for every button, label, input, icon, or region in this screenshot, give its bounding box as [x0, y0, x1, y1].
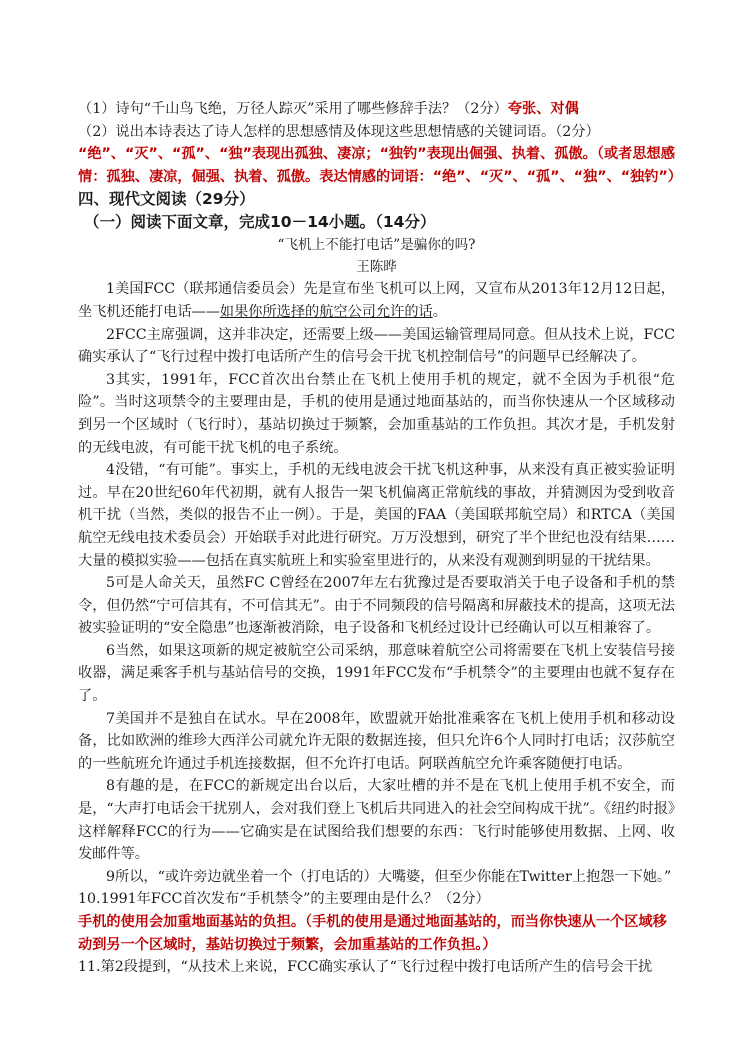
article-paragraph-7: 7美国并不是独自在试水。早在2008年，欧盟就开始批准乘客在飞机上使用手机和移动设备，比如欧洲的维珍大西洋公司就允许无限的数据连接，但只允许6个人同时打电话；汉莎航空的一些航班允许通过手机连接数据，但不允许打电话。阿联酋航空允许乘客随便打电话。	[78, 710, 675, 772]
paragraph-1-text: 1美国FCC（联邦通信委员会）先是宣布坐飞机可以上网，又宣布从2013年12月12日起，坐飞机还能打电话——	[78, 281, 675, 320]
article-paragraph-4: 4没错，“有可能”。事实上，手机的无线电波会干扰飞机这种事，从来没有真正被实验证明过。早在20世纪60年代初期，就有人报告一架飞机偏离正常航线的事故，并猜测因为受到收音机干扰（当然，类似的报告不止一例）。于是，美国的FAA（美国联邦航空局）和RTCA（美国航空无线电技术委员会）开始联手对此进行研究。万万没想到，研究了半个世纪也没有结果……大量的模拟实验——包括在真实航班上和实验室里进行的，从来没有观测到明显的干扰结果。	[78, 462, 675, 569]
article-paragraph-8: 8有趣的是，在FCC的新规定出台以后，大家吐槽的并不是在飞机上使用手机不安全，而是，“大声打电话会干扰别人，会对我们登上飞机后共同进入的社会空间构成干扰”。《纽约时报》这样解释FCC的行为——它确实是在试图给我们想要的东西：飞行时能够使用数据、上网、收发邮件等。	[78, 778, 675, 863]
article-paragraph-2: 2FCC主席强调，这并非决定，还需要上级——美国运输管理局同意。但从技术上说，FCC确实承认了“飞行过程中拨打电话所产生的信号会干扰飞机控制信号”的问题早已经解决了。	[78, 326, 675, 366]
article-author: 王陈晔	[356, 259, 397, 276]
article-paragraph-5: 5可是人命关天，虽然FC C曾经在2007年左右犹豫过是否要取消关于电子设备和手机的禁令，但仍然“宁可信其有，不可信其无”。由于不同频段的信号隔离和屏蔽技术的提高，这项无法被实验证明的“安全隐患”也逐渐被消除，电子设备和飞机经过设计已经确认可以互相兼容了。	[78, 575, 675, 637]
section-heading: 四、现代文阅读（29分）	[78, 190, 255, 209]
question-1-answer: 夸张、对偶	[507, 101, 579, 117]
question-10-text: 10.1991年FCC首次发布“手机禁令”的主要理由是什么？（2分）	[78, 891, 490, 908]
question-10-answer: 手机的使用会加重地面基站的负担。（手机的使用是通过地面基站的，而当你快速从一个区域移动到另一个区域时，基站切换过于频繁，会加重基站的工作负担。）	[78, 914, 667, 953]
question-1	[78, 98, 675, 121]
paragraph-1-underlined: 如果你所选择的航空公司允许的话	[219, 303, 433, 320]
paragraph-1-end: 。	[432, 303, 447, 320]
article-title: “飞机上不能打电话”是骗你的吗?	[277, 237, 476, 254]
question-11-text: 11.第2段提到，“从技术上来说，FCC确实承认了“飞行过程中拨打电话所产生的信号会干扰	[78, 959, 653, 976]
question-2-text: （2）说出本诗表达了诗人怎样的思想感情及体现这些思想情感的关键词语。（2分）	[78, 123, 600, 140]
article-paragraph-3: 3其实，1991年，FCC首次出台禁止在飞机上使用手机的规定，就不全因为手机很“危险”。当时这项禁令的主要理由是，手机的使用是通过地面基站的，而当你快速从一个区域移动到另一个区域时（飞行时），基站切换过于频繁，会加重基站的工作负担。其次才是，手机发射的无线电波，有可能干扰飞机的电子系统。	[78, 371, 675, 456]
question-2-answer: “绝”、“灭”、“孤”、“独”表现出孤独、凄凉；“独钓”表现出倔强、执着、孤傲。（或者思想感情：孤独、凄凉，倔强、执着、孤傲。表达情感的词语：“绝”、“灭”、“孤”、“独”、“独钓”）	[78, 146, 682, 185]
article-paragraph-6: 6当然，如果这项新的规定被航空公司采纳，那意味着航空公司将需要在飞机上安装信号接收器，满足乘客手机与基站信号的交换，1991年FCC发布“手机禁令”的主要理由也就不复存在了。	[78, 642, 675, 705]
article-paragraph-1	[78, 278, 675, 323]
subsection-heading: （一）阅读下面文章，完成10－14小题。（14分）	[84, 213, 436, 232]
question-1-text: （1）诗句“千山鸟飞绝，万径人踪灭”采用了哪些修辞手法？（2分）	[78, 101, 508, 117]
article-paragraph-9: 9所以，“或许旁边就坐着一个（打电话的）大嘴婆，但至少你能在Twitter上抱怨一下她。”	[106, 868, 672, 885]
